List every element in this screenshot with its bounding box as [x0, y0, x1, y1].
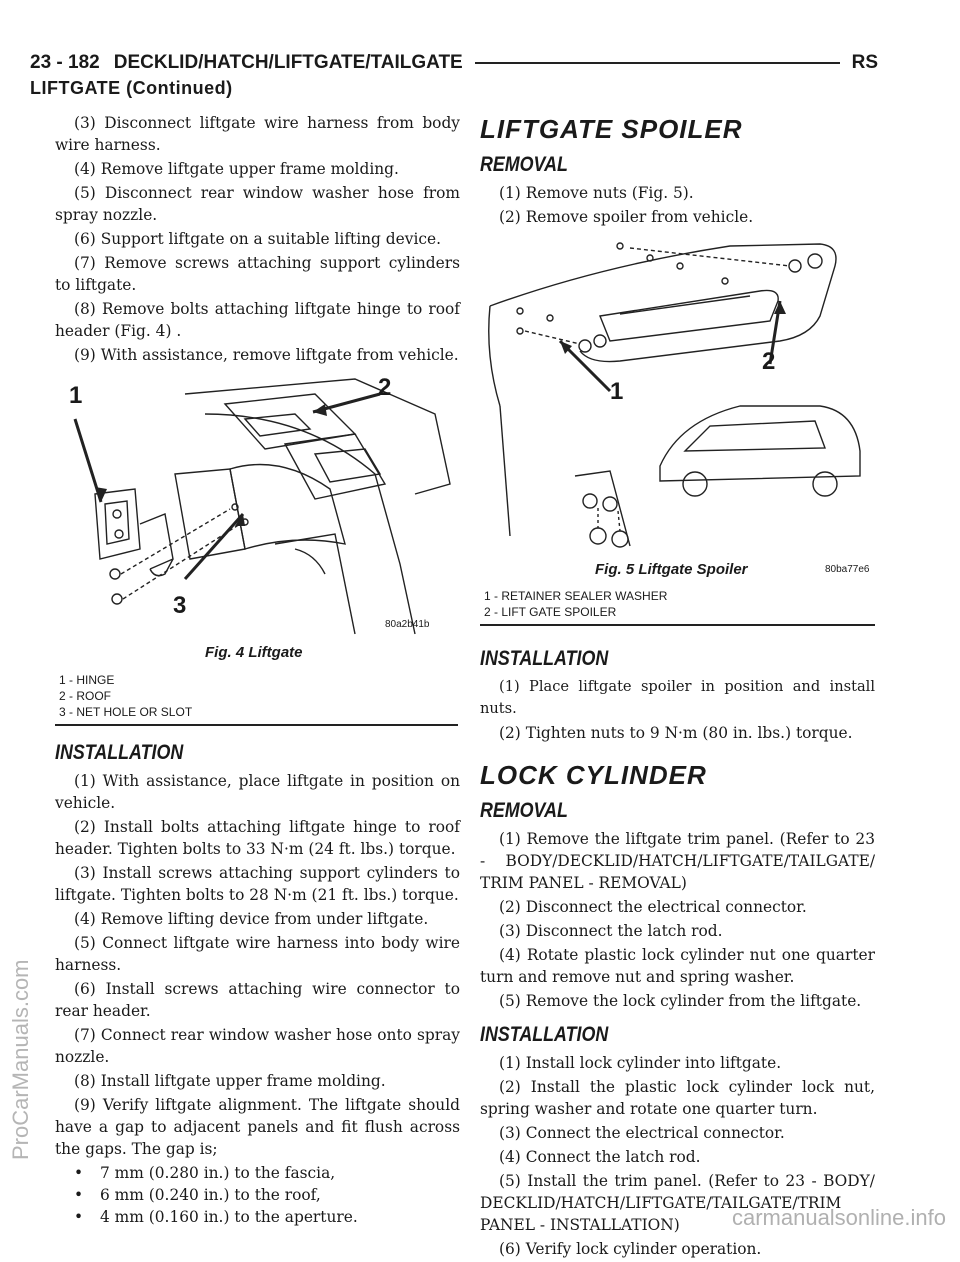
step: (4) Remove lifting device from under liftgate.: [74, 910, 429, 928]
figure-code: 80a2b41b: [385, 619, 430, 630]
figure-rule: [55, 724, 458, 726]
step: (1) Remove the liftgate trim panel. (Refer to 23 - BODY/DECKLID/HATCH/LIFTGATE/TAILGATE/ TRIM PANEL - REMOVAL): [480, 830, 875, 892]
step: (8) Install liftgate upper frame molding.: [74, 1072, 386, 1090]
bullet-icon: •: [74, 1164, 84, 1182]
figure-code: 80ba77e6: [825, 564, 870, 575]
step: (2) Remove spoiler from vehicle.: [499, 208, 754, 226]
lock-removal-steps: [480, 828, 875, 1012]
callout-3: 3: [173, 592, 187, 619]
liftgate-removal-steps: [55, 112, 460, 366]
legend-item: 1 - HINGE: [59, 673, 115, 687]
step: (3) Connect the electrical connector.: [499, 1124, 785, 1142]
step: (9) With assistance, remove liftgate from vehicle.: [74, 346, 459, 364]
spoiler-heading: LIFTGATE SPOILER: [480, 114, 743, 144]
spoiler-installation-steps: [480, 676, 875, 744]
bullet-text: 7 mm (0.280 in.) to the fascia,: [100, 1164, 336, 1182]
step: (1) Install lock cylinder into liftgate.: [499, 1054, 782, 1072]
liftgate-illustration: [55, 374, 460, 654]
step: (1) Place liftgate spoiler in position and install nuts.: [480, 678, 875, 717]
legend-item: 2 - LIFT GATE SPOILER: [484, 605, 617, 619]
header-rule: [475, 62, 840, 64]
installation-heading: INSTALLATION: [55, 741, 184, 764]
figure-5-liftgate-spoiler: [480, 236, 875, 636]
gap-bullet: [55, 1184, 460, 1206]
step: (3) Install screws attaching support cylinders to liftgate. Tighten bolts to 28 N·m (21 ft. lbs.) torque.: [55, 864, 460, 904]
figure-rule: [480, 624, 875, 626]
figure-legend: [59, 672, 192, 720]
step: (7) Remove screws attaching support cylinders to liftgate.: [55, 254, 460, 294]
step: (2) Disconnect the electrical connector.: [499, 898, 807, 916]
figure-legend: [484, 588, 667, 620]
spoiler-installation-heading: INSTALLATION: [480, 647, 609, 670]
step: (2) Install the plastic lock cylinder lock nut, spring washer and rotate one quarter turn.: [480, 1078, 875, 1118]
bullet-icon: •: [74, 1208, 84, 1226]
bullet-text: 4 mm (0.160 in.) to the aperture.: [100, 1208, 358, 1226]
figure-4-liftgate: [55, 374, 460, 752]
legend-item: 2 - ROOF: [59, 689, 112, 703]
step: (6) Verify lock cylinder operation.: [499, 1240, 762, 1258]
right-column: [480, 112, 875, 1262]
spoiler-removal-heading: REMOVAL: [480, 153, 568, 176]
left-column: [55, 112, 460, 1228]
step: (4) Connect the latch rod.: [499, 1148, 701, 1166]
figure-title: Fig. 4 Liftgate: [205, 644, 303, 661]
bullet-icon: •: [74, 1186, 84, 1204]
side-watermark: ProCarManuals.com: [8, 959, 33, 1160]
lock-cylinder-heading: LOCK CYLINDER: [480, 760, 707, 790]
figure-title: Fig. 5 Liftgate Spoiler: [595, 561, 748, 578]
bottom-watermark: carmanualsonline.info: [731, 1205, 946, 1230]
bullet-text: 6 mm (0.240 in.) to the roof,: [100, 1186, 321, 1204]
step: (5) Remove the lock cylinder from the liftgate.: [499, 992, 862, 1010]
section-title: DECKLID/HATCH/LIFTGATE/TAILGATE: [113, 52, 463, 73]
step: (4) Remove liftgate upper frame molding.: [74, 160, 399, 178]
step: (2) Install bolts attaching liftgate hinge to roof header. Tighten bolts to 33 N·m (24 ft. lbs.) torque.: [55, 818, 460, 858]
step: (8) Remove bolts attaching liftgate hinge to roof header (Fig. 4) .: [55, 300, 460, 340]
step: (5) Connect liftgate wire harness into body wire harness.: [55, 934, 460, 974]
callout-1: 1: [610, 378, 624, 405]
step: (4) Rotate plastic lock cylinder nut one quarter turn and remove nut and spring washer.: [480, 946, 875, 986]
step: (5) Install the trim panel. (Refer to 23 - BODY/ DECKLID/HATCH/LIFTGATE/TAILGATE/TRIM PANEL - INSTALLATION): [480, 1172, 875, 1234]
model-code: RS: [851, 52, 878, 73]
gap-bullet: [55, 1206, 460, 1228]
step: (6) Install screws attaching wire connector to rear header.: [55, 980, 460, 1020]
callout-1: 1: [69, 382, 83, 409]
page-header: [30, 48, 878, 78]
step: (6) Support liftgate on a suitable lifting device.: [74, 230, 442, 248]
step: (5) Disconnect rear window washer hose from spray nozzle.: [55, 184, 460, 224]
legend-item: 1 - RETAINER SEALER WASHER: [484, 589, 668, 603]
legend-item: 3 - NET HOLE OR SLOT: [59, 705, 193, 719]
step: (1) Remove nuts (Fig. 5).: [499, 184, 694, 202]
step: (9) Verify liftgate alignment. The liftgate should have a gap to adjacent panels and fit flush across the gaps. The gap is;: [55, 1096, 460, 1158]
callout-2: 2: [378, 374, 392, 401]
step: (2) Tighten nuts to 9 N·m (80 in. lbs.) torque.: [499, 724, 853, 742]
spoiler-removal-steps: [480, 182, 875, 228]
step: (7) Connect rear window washer hose onto spray nozzle.: [55, 1026, 460, 1066]
callout-2: 2: [762, 348, 776, 375]
lock-removal-heading: REMOVAL: [480, 799, 568, 822]
liftgate-installation-steps: [55, 770, 460, 1228]
step: (3) Disconnect liftgate wire harness from body wire harness.: [55, 114, 460, 154]
step: (3) Disconnect the latch rod.: [499, 922, 723, 940]
lock-installation-heading: INSTALLATION: [480, 1023, 609, 1046]
gap-bullet: [55, 1162, 460, 1184]
spoiler-illustration: [480, 236, 875, 556]
continued-heading: LIFTGATE (Continued): [30, 78, 233, 98]
page-number: 23 - 182: [30, 52, 100, 73]
step: (1) With assistance, place liftgate in position on vehicle.: [55, 772, 460, 812]
